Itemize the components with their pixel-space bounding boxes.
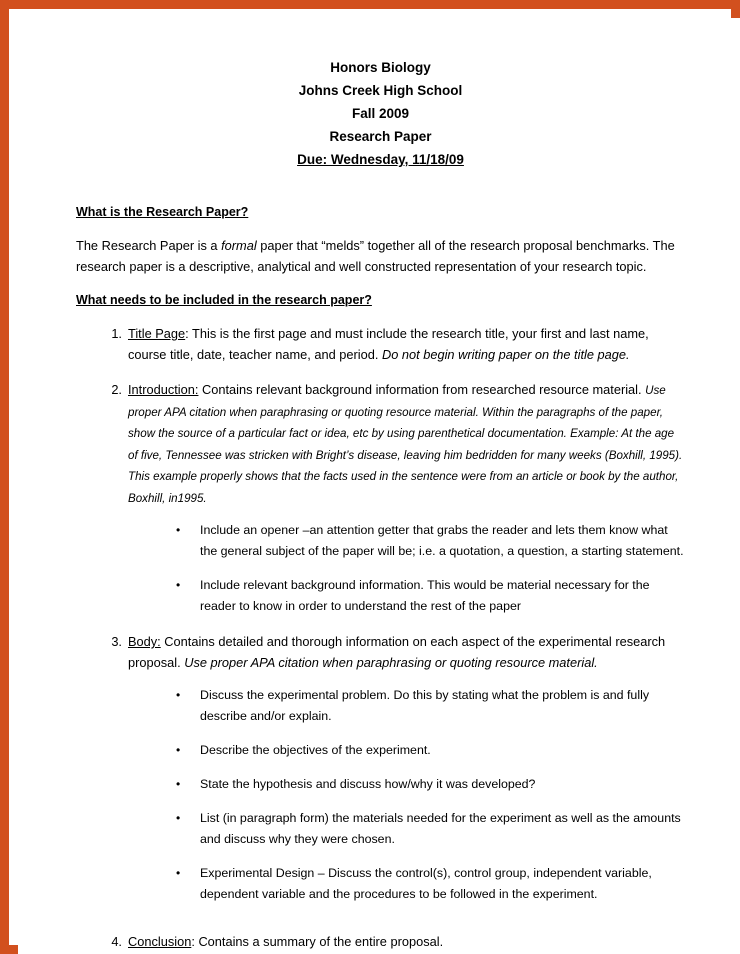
list-item-text: This is the first page and must include the research title, your first and last name, course title, date, teacher name, and period. xyxy=(128,326,649,362)
header-line-assignment: Research Paper xyxy=(329,129,432,144)
list-item-label: Title Page xyxy=(128,326,186,341)
list-item-italic-tail: Use proper APA citation when paraphrasing or quoting resource material. Within the paragraphs of the paper, show the source of a particular fact or idea, etc by using parenthetical documentation. Example: At the age of five, Tennessee was stricken with Bright’s disease, leaving him bedridden for many weeks (Boxhill, 1995). This example properly shows that the facts used in the sentence were from an article or book by the author, Boxhill, in1995. xyxy=(128,384,683,505)
bullet-text: Describe the objectives of the experiment. xyxy=(200,743,431,757)
bullet-text: Discuss the experimental problem. Do this by stating what the problem is and fully describe and/or explain. xyxy=(200,688,650,723)
header-line-course: Honors Biology xyxy=(330,60,431,75)
list-item-italic-tail: Do not begin writing paper on the title page. xyxy=(381,347,630,362)
document-page xyxy=(18,18,740,954)
bullet-text: Experimental Design – Discuss the control(s), control group, independent variable, dependent variable and the procedures to be followed in the experiment. xyxy=(200,866,652,901)
bullet-dot-icon: • xyxy=(176,578,181,592)
section-paragraph-what-is xyxy=(76,235,685,277)
section-heading-what-is: What is the Research Paper? xyxy=(76,205,249,219)
list-item-number: 4. xyxy=(111,934,122,949)
paragraph-part-3: paper that “melds” together all of the research proposal benchmarks. The research paper is a descriptive, analytical and well constructed representation of your research topic. xyxy=(76,238,675,274)
requirements-list xyxy=(76,323,685,952)
list-item-number: 1. xyxy=(111,326,122,341)
bullet-item xyxy=(164,863,685,905)
list-item-label: Introduction: xyxy=(128,382,199,397)
list-item xyxy=(76,931,685,952)
list-item xyxy=(76,379,685,617)
bullet-item xyxy=(164,808,685,850)
bullet-item xyxy=(164,520,685,562)
list-item-label-suffix: : xyxy=(191,934,199,949)
list-item xyxy=(76,323,685,365)
bullet-item xyxy=(164,740,685,761)
list-item-label-suffix: : xyxy=(185,326,193,341)
bullet-dot-icon: • xyxy=(176,743,181,757)
list-item-text: Contains a summary of the entire proposal. xyxy=(198,934,444,949)
section-heading-what-needed: What needs to be included in the research paper? xyxy=(76,293,372,307)
bullet-dot-icon: • xyxy=(176,523,181,537)
bullet-item xyxy=(164,774,685,795)
bullet-text: List (in paragraph form) the materials needed for the experiment as well as the amounts and discuss why they were chosen. xyxy=(200,811,681,846)
bullet-dot-icon: • xyxy=(176,811,181,825)
list-item-label: Conclusion xyxy=(128,934,192,949)
sub-bullet-group xyxy=(164,520,685,617)
list-item-text: Contains relevant background information from researched resource material. xyxy=(202,382,646,397)
bullet-text: Include relevant background information. This would be material necessary for the reader to know in order to understand the rest of the paper xyxy=(200,578,650,613)
bullet-dot-icon: • xyxy=(176,866,181,880)
header-line-term: Fall 2009 xyxy=(351,106,410,121)
paragraph-part-2: formal xyxy=(221,238,257,253)
bullet-list xyxy=(164,520,685,617)
bullet-list xyxy=(164,685,685,905)
paragraph-part-1: The Research Paper is a xyxy=(76,238,222,253)
bullet-dot-icon: • xyxy=(176,777,181,791)
header-line-school: Johns Creek High School xyxy=(298,83,463,98)
document-header xyxy=(76,56,685,171)
list-item xyxy=(76,631,685,905)
list-item-italic-tail: Use proper APA citation when paraphrasing or quoting resource material. xyxy=(184,655,598,670)
list-item-label: Body: xyxy=(128,634,161,649)
bullet-text: Include an opener –an attention getter that grabs the reader and lets them know what the general subject of the paper will be; i.e. a quotation, a question, a starting statement. xyxy=(200,523,684,558)
list-item-number: 3. xyxy=(111,634,122,649)
bullet-item xyxy=(164,575,685,617)
bullet-item xyxy=(164,685,685,727)
list-item-text: Contains detailed and thorough information on each aspect of the experimental research proposal. xyxy=(128,634,666,670)
bullet-text: State the hypothesis and discuss how/why it was developed? xyxy=(200,777,536,791)
sub-bullet-group xyxy=(164,685,685,905)
bullet-dot-icon: • xyxy=(176,688,181,702)
list-item-number: 2. xyxy=(111,382,122,397)
header-due-date: Due: Wednesday, 11/18/09 xyxy=(297,152,464,167)
